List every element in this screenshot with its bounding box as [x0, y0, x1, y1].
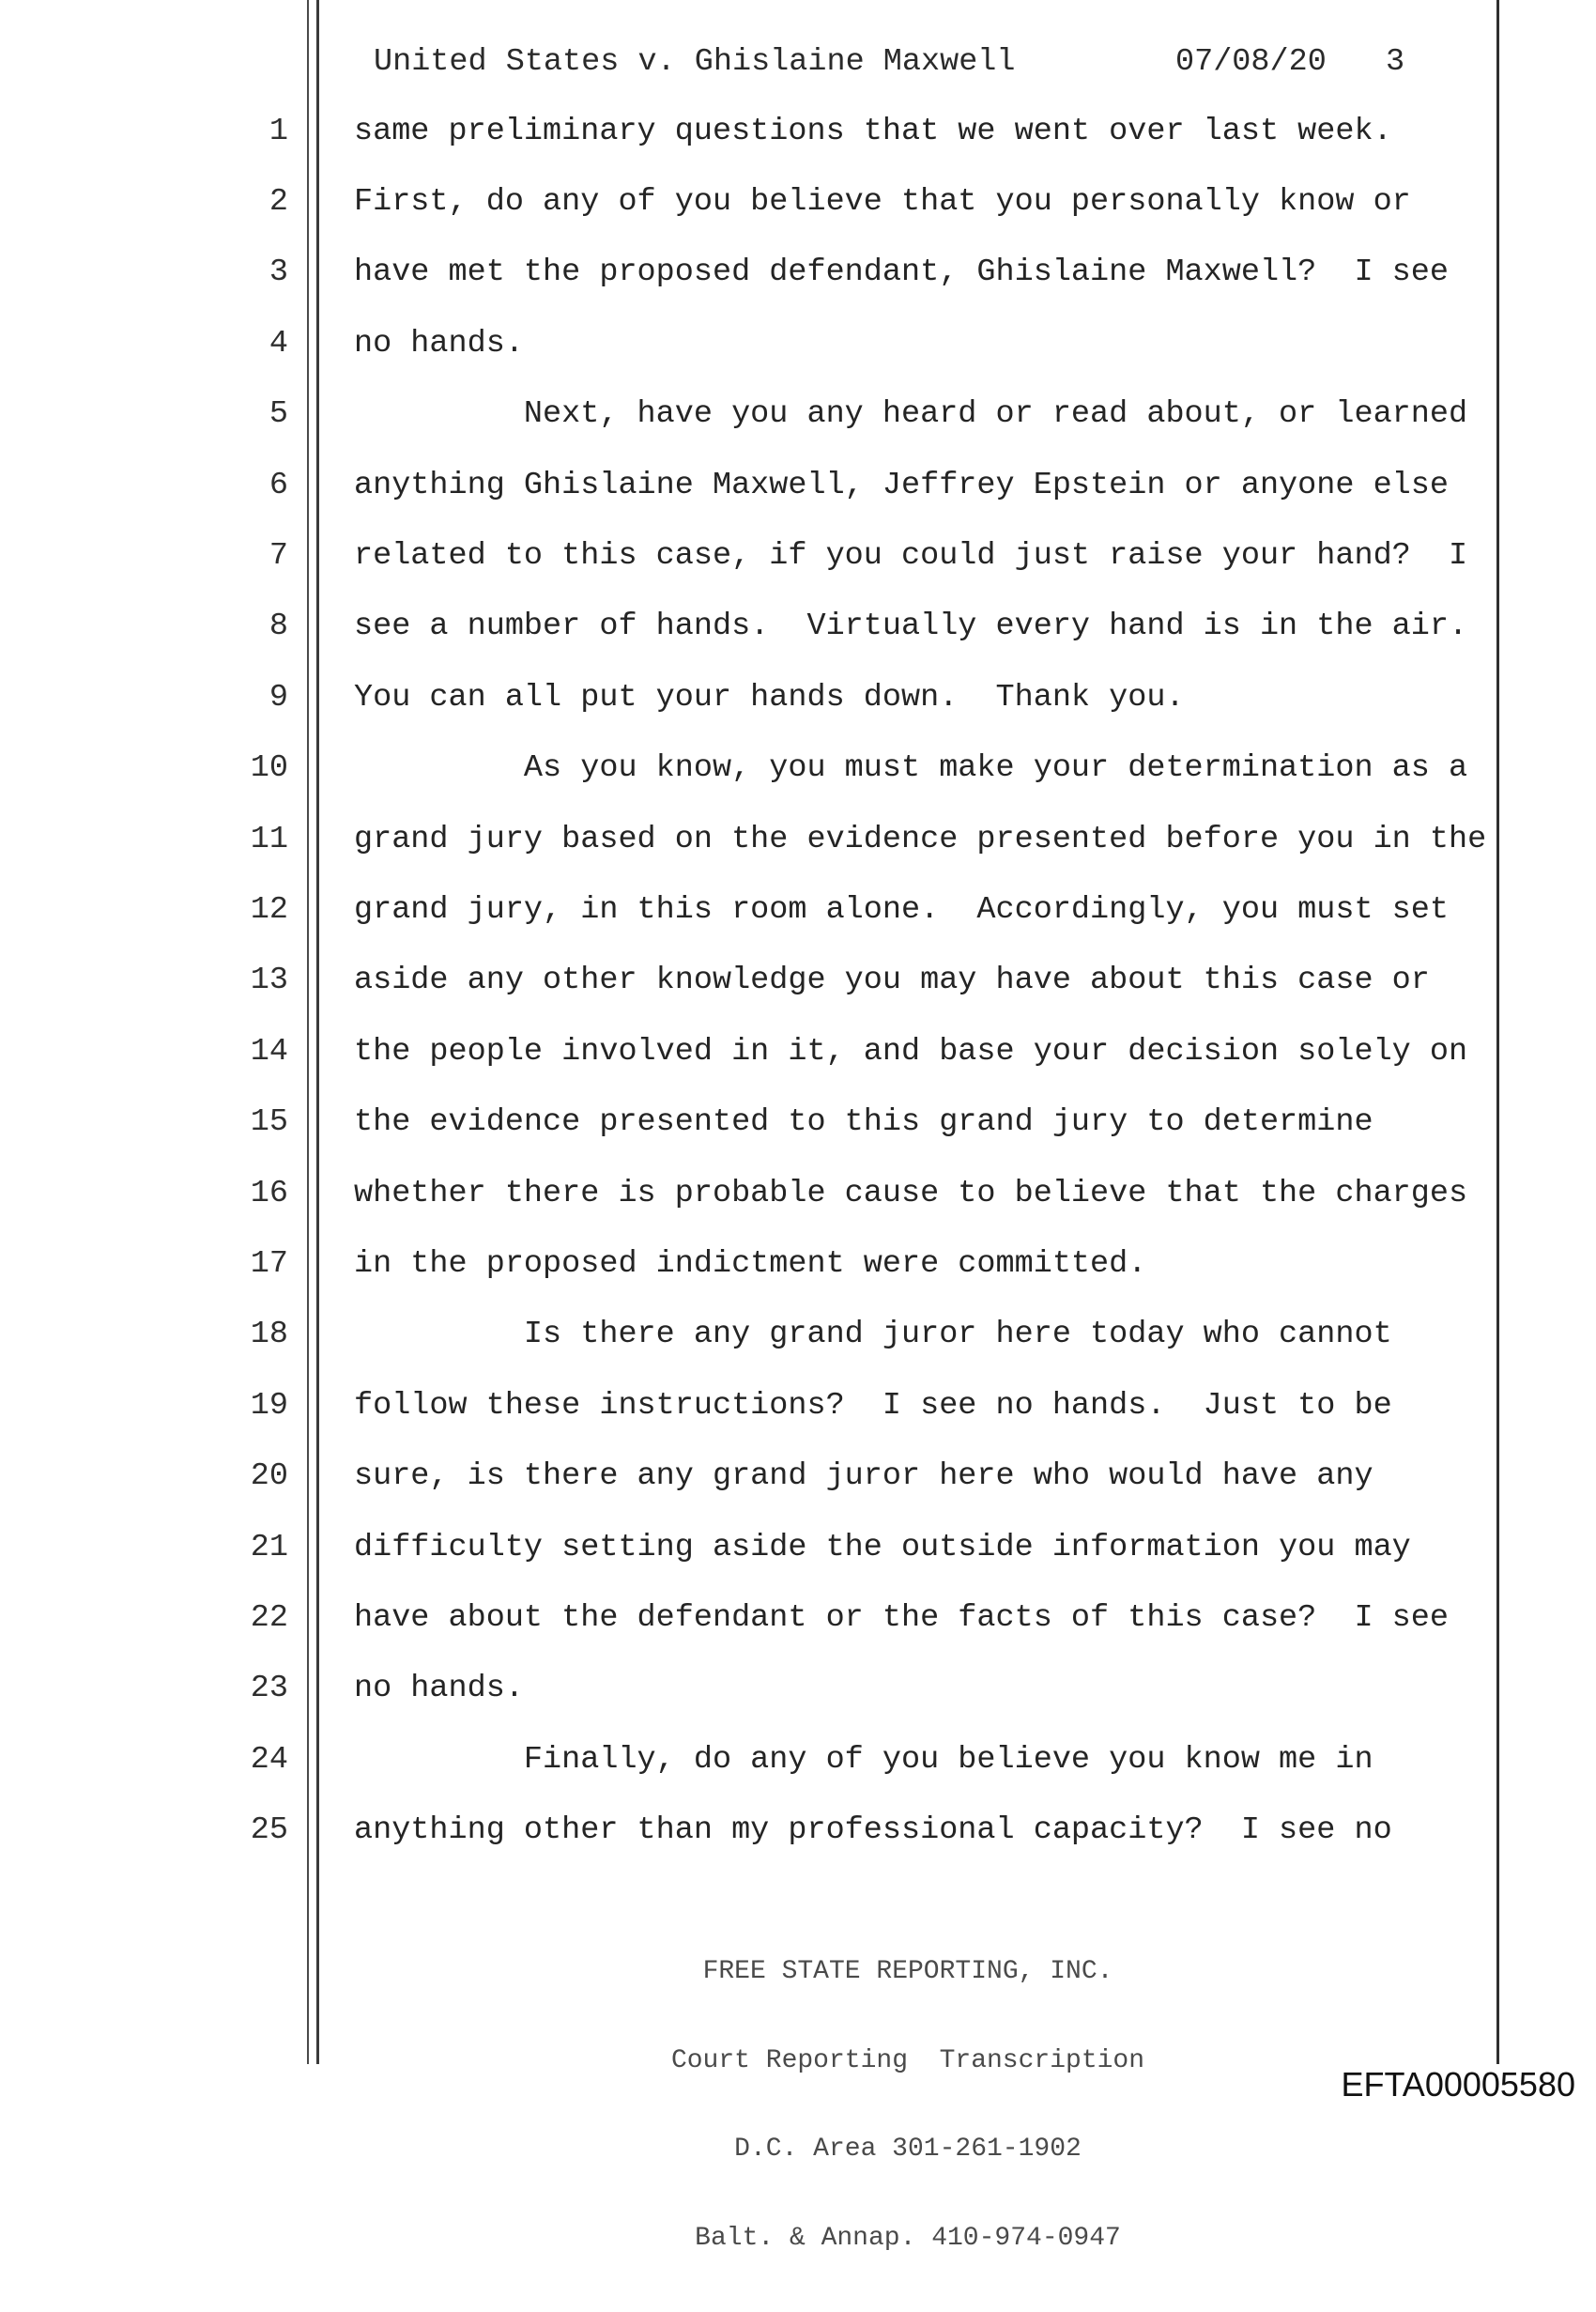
- line-number: 20: [250, 1458, 288, 1495]
- line-number: 19: [250, 1387, 288, 1424]
- transcript-line: [0, 1016, 1596, 1087]
- line-text: see a number of hands. Virtually every hand is in the air.: [354, 609, 1468, 645]
- line-number: 23: [250, 1671, 288, 1707]
- line-number: 22: [250, 1599, 288, 1636]
- line-text: grand jury based on the evidence presented before you in the: [354, 821, 1487, 857]
- transcript-line: [0, 1795, 1596, 1865]
- transcript-line: [0, 1370, 1596, 1441]
- line-number: 1: [269, 113, 288, 149]
- line-number: 5: [269, 396, 288, 433]
- line-text: the evidence presented to this grand jury to determine: [354, 1104, 1373, 1141]
- transcript-line: [0, 1582, 1596, 1653]
- line-number: 16: [250, 1175, 288, 1211]
- line-text: grand jury, in this room alone. Accordingly, you must set: [354, 891, 1449, 928]
- transcript-line: [0, 96, 1596, 166]
- footer-phone-balt: Balt. & Annap. 410-974-0947: [695, 2223, 1121, 2253]
- footer-company: FREE STATE REPORTING, INC.: [702, 1957, 1113, 1986]
- line-text: You can all put your hands down. Thank you.: [354, 679, 1185, 716]
- transcript-line: [0, 1087, 1596, 1157]
- line-text: have about the defendant or the facts of this case? I see: [354, 1599, 1449, 1636]
- line-number: 2: [269, 184, 288, 221]
- transcript-body: [0, 96, 1596, 1866]
- line-number: 3: [269, 254, 288, 291]
- line-number: 7: [269, 538, 288, 575]
- transcript-line: [0, 238, 1596, 308]
- line-number: 14: [250, 1033, 288, 1070]
- line-text: Next, have you any heard or read about, or learned: [354, 396, 1468, 433]
- line-number: 12: [250, 891, 288, 928]
- transcript-line: [0, 450, 1596, 520]
- line-text: aside any other knowledge you may have about this case or: [354, 963, 1430, 999]
- line-text: the people involved in it, and base your decision solely on: [354, 1033, 1468, 1070]
- line-number: 24: [250, 1741, 288, 1778]
- line-text: First, do any of you believe that you personally know or: [354, 184, 1411, 221]
- transcript-line: [0, 308, 1596, 378]
- transcript-line: [0, 1654, 1596, 1724]
- transcript-line: [0, 1228, 1596, 1299]
- line-number: 11: [250, 821, 288, 857]
- reporter-footer: [319, 1898, 1496, 2312]
- line-number: 25: [250, 1812, 288, 1849]
- line-text: no hands.: [354, 1671, 524, 1707]
- line-number: 8: [269, 609, 288, 645]
- transcript-line: [0, 1300, 1596, 1370]
- transcript-line: [0, 520, 1596, 591]
- header-page-number: 3: [1386, 44, 1405, 80]
- footer-services: Court Reporting Transcription: [670, 2045, 1145, 2075]
- transcript-line: [0, 804, 1596, 874]
- line-text: sure, is there any grand juror here who would have any: [354, 1458, 1373, 1495]
- line-text: have met the proposed defendant, Ghislaine Maxwell? I see: [354, 254, 1449, 291]
- line-number: 21: [250, 1529, 288, 1565]
- line-number: 4: [269, 325, 288, 362]
- transcript-line: [0, 1512, 1596, 1582]
- line-text: As you know, you must make your determination as a: [354, 750, 1468, 787]
- line-number: 18: [250, 1317, 288, 1353]
- bates-number: EFTA00005580: [1341, 2065, 1575, 2104]
- line-number: 17: [250, 1245, 288, 1282]
- header-date: 07/08/20: [1175, 44, 1327, 80]
- transcript-line: [0, 379, 1596, 450]
- line-number: 13: [250, 963, 288, 999]
- transcript-line: [0, 1724, 1596, 1795]
- line-text: anything other than my professional capacity? I see no: [354, 1812, 1392, 1849]
- footer-phone-dc: D.C. Area 301-261-1902: [734, 2135, 1082, 2164]
- line-text: same preliminary questions that we went over last week.: [354, 113, 1392, 149]
- line-text: whether there is probable cause to believe that the charges: [354, 1175, 1468, 1211]
- transcript-line: [0, 662, 1596, 732]
- transcript-line: [0, 733, 1596, 804]
- line-text: Is there any grand juror here today who cannot: [354, 1317, 1392, 1353]
- line-text: in the proposed indictment were committed.: [354, 1245, 1147, 1282]
- line-text: follow these instructions? I see no hands. Just to be: [354, 1387, 1392, 1424]
- transcript-line: [0, 874, 1596, 945]
- line-number: 10: [250, 750, 288, 787]
- line-number: 6: [269, 467, 288, 503]
- line-text: Finally, do any of you believe you know me in: [354, 1741, 1373, 1778]
- transcript-line: [0, 946, 1596, 1016]
- line-number: 9: [269, 679, 288, 716]
- line-text: related to this case, if you could just raise your hand? I: [354, 538, 1468, 575]
- line-text: difficulty setting aside the outside information you may: [354, 1529, 1411, 1565]
- line-text: anything Ghislaine Maxwell, Jeffrey Epstein or anyone else: [354, 467, 1449, 503]
- transcript-line: [0, 1158, 1596, 1228]
- line-text: no hands.: [354, 325, 524, 362]
- transcript-line: [0, 592, 1596, 662]
- line-number: 15: [250, 1104, 288, 1141]
- transcript-line: [0, 1441, 1596, 1511]
- transcript-line: [0, 166, 1596, 237]
- header-case-title: United States v. Ghislaine Maxwell: [374, 44, 1016, 80]
